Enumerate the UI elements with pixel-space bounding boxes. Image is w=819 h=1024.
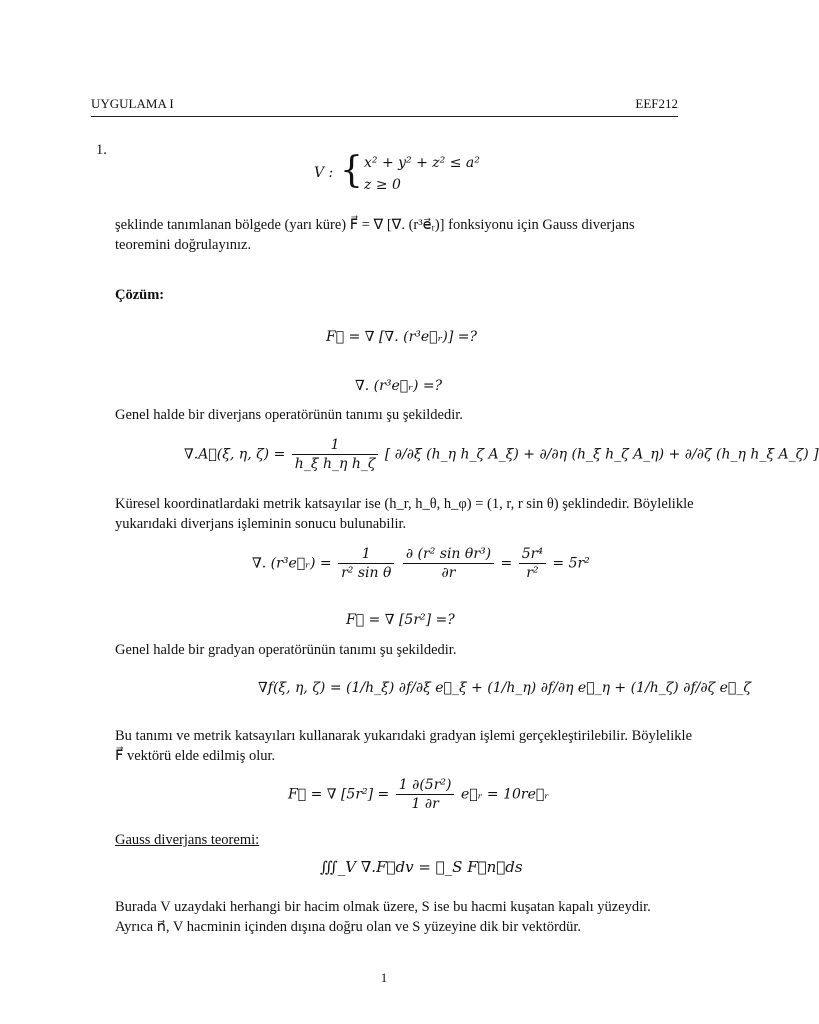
gradient-intro-text: Genel halde bir gradyan operatörünün tanımı şu şekildedir. bbox=[115, 642, 457, 658]
eq4-rhs: = 5r² bbox=[552, 555, 590, 572]
equation-3 bbox=[184, 436, 819, 473]
eq3-fraction bbox=[292, 436, 379, 473]
gauss-explanation bbox=[115, 897, 715, 937]
eq4-f2-num: ∂ (r² sin θr³) bbox=[403, 545, 494, 564]
eq4-fraction-3 bbox=[519, 545, 546, 582]
page-number: 1 bbox=[380, 970, 388, 985]
system-line-1: x² + y² + z² ≤ a² bbox=[364, 155, 480, 171]
eq4-fraction-1 bbox=[338, 545, 394, 582]
problem-statement bbox=[115, 215, 690, 255]
eq4-lhs: ∇. (r³e⃗ᵣ) = bbox=[252, 555, 332, 572]
system-brace: { bbox=[340, 150, 363, 191]
gauss-explanation-line-2: Ayrıca n⃗, V hacminin içinden dışına doğru olan ve S yüzeyine dik bir vektördür. bbox=[115, 919, 581, 935]
eq7-lhs: F⃗ = ∇ [5r²] = bbox=[288, 786, 390, 803]
eq4-f1-den: r² sin θ bbox=[341, 565, 392, 581]
eq4-f1-num: 1 bbox=[338, 545, 394, 564]
divergence-intro-text: Genel halde bir diverjans operatörünün tanımı şu şekildedir. bbox=[115, 407, 463, 423]
system-label: V : bbox=[314, 165, 334, 181]
gradient-text bbox=[115, 726, 715, 766]
eq3-rhs: [ ∂/∂ξ (h_η h_ζ A_ξ) + ∂/∂η (h_ξ h_ζ A_η) + ∂/∂ζ (h_η h_ξ A_ζ) ] bbox=[384, 446, 819, 463]
eq4-f3-num: 5r⁴ bbox=[519, 545, 546, 564]
solution-title: Çözüm: bbox=[115, 287, 165, 303]
equation-8: ∭_V ∇.F⃗dv = ∯_S F⃗n⃗ds bbox=[320, 858, 523, 876]
metric-text bbox=[115, 494, 715, 534]
eq3-lhs: ∇.A⃗(ξ, η, ζ) = bbox=[184, 446, 286, 463]
gauss-explanation-line-1: Burada V uzaydaki herhangi bir hacim olmak üzere, S ise bu hacmi kuşatan kapalı yüzeydir. bbox=[115, 899, 651, 915]
eq7-rhs: e⃗ᵣ = 10re⃗ᵣ bbox=[460, 786, 550, 803]
header-left: UYGULAMA I bbox=[91, 96, 174, 111]
eq7-frac-den: 1 ∂r bbox=[411, 796, 439, 812]
page-header bbox=[91, 96, 678, 117]
statement-line-2: teoremini doğrulayınız. bbox=[115, 237, 252, 253]
equation-7 bbox=[288, 776, 549, 813]
eq4-f2-den: ∂r bbox=[441, 565, 456, 581]
eq4-fraction-2 bbox=[403, 545, 494, 582]
eq4-equals: = bbox=[500, 555, 513, 572]
equation-2: ∇. (r³e⃗ᵣ) =? bbox=[355, 378, 443, 394]
equation-6: ∇f(ξ, η, ζ) = (1/h_ξ) ∂f/∂ξ e⃗_ξ + (1/h_η) ∂f/∂η e⃗_η + (1/h_ζ) ∂f/∂ζ e⃗_ζ bbox=[258, 680, 751, 696]
statement-line-1: şeklinde tanımlanan bölgede (yarı küre) F⃗ = ∇ [∇. (r³e⃗ᵣ)] fonksiyonu için Gauss diverjans bbox=[115, 217, 635, 233]
metric-text-line-1: Küresel koordinatlardaki metrik katsayılar ise (h_r, h_θ, h_φ) = (1, r, r sin θ) şeklindedir. Böylelikle bbox=[115, 496, 694, 512]
equation-5: F⃗ = ∇ [5r²] =? bbox=[346, 612, 455, 628]
equation-4 bbox=[252, 545, 590, 582]
eq3-frac-den: h_ξ h_η h_ζ bbox=[294, 456, 376, 472]
gradient-text-line-1: Bu tanımı ve metrik katsayıları kullanarak yukarıdaki gradyan işlemi gerçekleştirilebilir. Böylelikle bbox=[115, 728, 693, 744]
gradient-text-line-2: F⃗ vektörü elde edilmiş olur. bbox=[115, 748, 276, 764]
eq3-frac-num: 1 bbox=[292, 436, 379, 455]
problem-number: 1. bbox=[96, 142, 107, 158]
system-line-2: z ≥ 0 bbox=[364, 177, 401, 193]
header-right: EEF212 bbox=[635, 96, 678, 111]
eq4-f3-den: r² bbox=[526, 565, 539, 581]
gauss-title: Gauss diverjans teoremi: bbox=[115, 832, 260, 848]
metric-text-line-2: yukarıdaki diverjans işleminin sonucu bulunabilir. bbox=[115, 516, 407, 532]
eq7-fraction bbox=[396, 776, 455, 813]
equation-1: F⃗ = ∇ [∇. (r³e⃗ᵣ)] =? bbox=[326, 329, 478, 345]
eq7-frac-num: 1 ∂(5r²) bbox=[396, 776, 455, 795]
